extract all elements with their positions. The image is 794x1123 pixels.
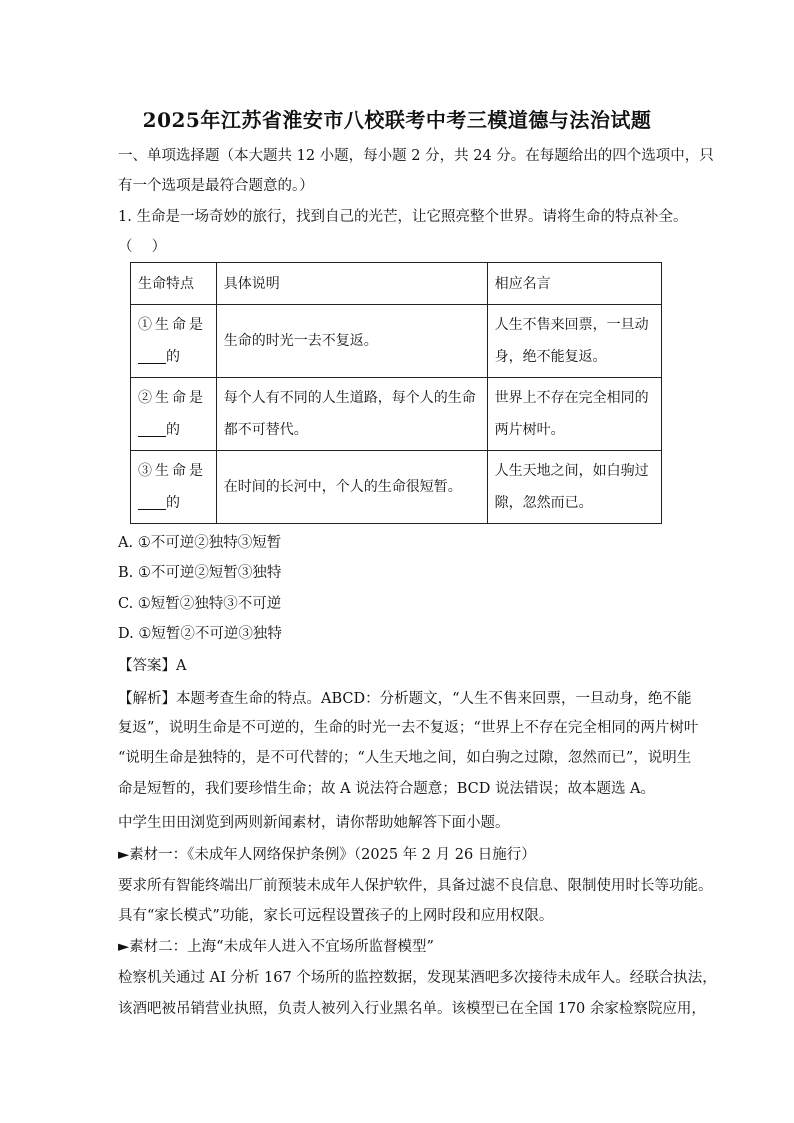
- description-cell: 生命的时光一去不复返。: [216, 305, 487, 378]
- trait-blank-line: [138, 414, 209, 446]
- description-text: 每个人有不同的人生道路，每个人的生命: [223, 390, 476, 406]
- trait-cell: [131, 378, 217, 451]
- trait-blank-line: [138, 487, 209, 519]
- quote-cell: [487, 378, 661, 451]
- table-header-row: [131, 263, 662, 305]
- quote-text: 人生天地之间，如白驹过: [494, 463, 649, 479]
- section-heading-line-1: 一、单项选择题（本大题共 12 小题，每小题 2 分，共 24 分。在每题给出的四个选项中，只: [118, 148, 714, 164]
- analysis-line: “说明生命是独特的，是不可代替的；“人生天地之间，如白驹之过隙，忽然而已”，说明生: [118, 750, 692, 766]
- question-1-stem: 1. 生命是一场奇妙的旅行，找到自己的光芒，让它照亮整个世界。请将生命的特点补全。: [118, 209, 688, 225]
- trait-suffix: 的: [166, 349, 180, 365]
- trait-blank-line: [138, 341, 209, 373]
- analysis-line: 复返”，说明生命是不可逆的，生命的时光一去不复返；“世界上不存在完全相同的两片树叶: [118, 720, 699, 736]
- trait-cell: [131, 305, 217, 378]
- material-1-title: ►素材一：《未成年人网络保护条例》（2025 年 2 月 26 日施行）: [118, 847, 536, 863]
- fill-blank: [138, 345, 166, 364]
- material-2-line: 该酒吧被吊销营业执照，负责人被列入行业黑名单。该模型已在全国 170 余家检察院应用，: [118, 1001, 706, 1017]
- material-1-line: 具有“家长模式”功能，家长可远程设置孩子的上网时段和应用权限。: [118, 908, 554, 924]
- material-2-line: 检察机关通过 AI 分析 167 个场所的监控数据，发现某酒吧多次接待未成年人。经联合执法，: [118, 970, 717, 986]
- table-header-cell: 具体说明: [216, 263, 487, 305]
- quote-text: 人生不售来回票，一旦动: [494, 317, 649, 333]
- trait-text: ①生命是: [138, 317, 206, 333]
- analysis-line: 命是短暂的，我们要珍惜生命；故 A 说法符合题意；BCD 说法错误；故本题选 A。: [118, 781, 656, 797]
- table-row: [131, 305, 662, 378]
- fill-blank: [138, 491, 166, 510]
- page-title: 2025年江苏省淮安市八校联考中考三模道德与法治试题: [142, 108, 652, 132]
- table-header-cell: 生命特点: [131, 263, 217, 305]
- fill-blank: [138, 418, 166, 437]
- quote-text: 身，绝不能复返。: [494, 349, 607, 365]
- description-cell: [216, 378, 487, 451]
- trait-suffix: 的: [166, 422, 180, 438]
- table-row: [131, 451, 662, 524]
- section-heading-line-2: 有一个选项是最符合题意的。）: [118, 178, 314, 194]
- description-text: 都不可替代。: [223, 422, 308, 438]
- option-b: B. ①不可逆②短暂③独特: [118, 565, 282, 581]
- quote-text: 两片树叶。: [494, 422, 565, 438]
- material-2-title: ►素材二：上海“未成年人进入不宜场所监督模型”: [118, 939, 434, 955]
- description-cell: 在时间的长河中，个人的生命很短暂。: [216, 451, 487, 524]
- trait-text: ③生命是: [138, 463, 206, 479]
- option-a: A. ①不可逆②独特③短暂: [118, 535, 282, 551]
- material-intro: 中学生田田浏览到两则新闻素材，请你帮助她解答下面小题。: [118, 815, 510, 831]
- trait-cell: [131, 451, 217, 524]
- table-header-cell: 相应名言: [487, 263, 661, 305]
- answer-line: 【答案】A: [118, 658, 187, 674]
- table-row: [131, 378, 662, 451]
- quote-text: 世界上不存在完全相同的: [494, 390, 649, 406]
- life-traits-table: [130, 262, 662, 524]
- trait-text: ②生命是: [138, 390, 206, 406]
- option-d: D. ①短暂②不可逆③独特: [118, 626, 282, 642]
- analysis-line: 【解析】本题考查生命的特点。ABCD：分析题文，“人生不售来回票，一旦动身，绝不能: [118, 691, 692, 707]
- quote-text: 隙，忽然而已。: [494, 495, 593, 511]
- question-1-paren: （ ）: [118, 239, 167, 255]
- option-c: C. ①短暂②独特③不可逆: [118, 596, 282, 612]
- trait-suffix: 的: [166, 495, 180, 511]
- quote-cell: [487, 451, 661, 524]
- quote-cell: [487, 305, 661, 378]
- material-1-line: 要求所有智能终端出厂前预装未成年人保护软件，具备过滤不良信息、限制使用时长等功能。: [118, 878, 713, 894]
